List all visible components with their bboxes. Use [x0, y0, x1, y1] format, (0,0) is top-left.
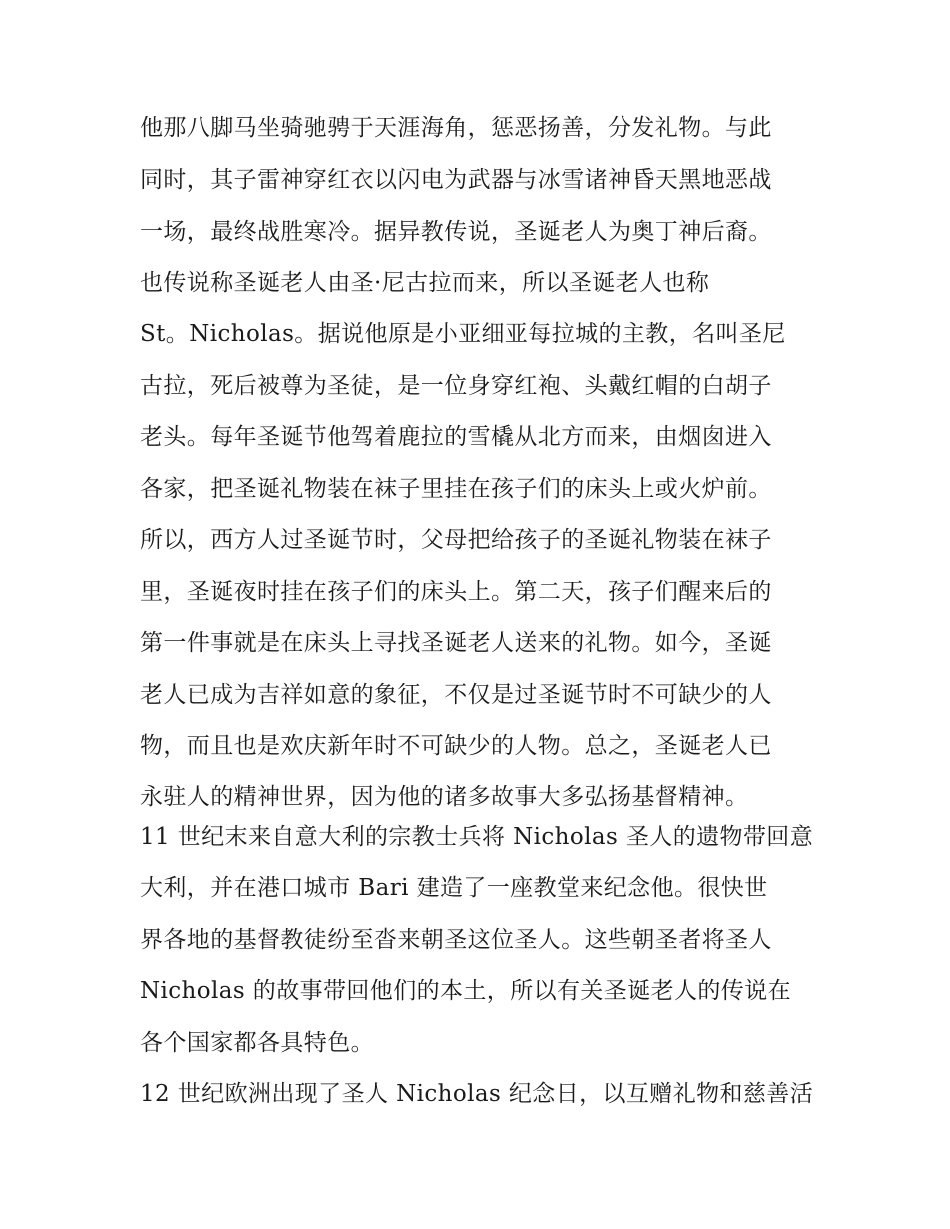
text-line: 也传说称圣诞老人由圣·尼古拉而来，所以圣诞老人也称 — [140, 270, 710, 296]
text-line: 永驻人的精神世界，因为他的诸多故事大多弘扬基督精神。 — [140, 784, 749, 810]
text-line: 一场，最终战胜寒冷。据异教传说，圣诞老人为奥丁神后裔。 — [140, 219, 772, 245]
text-line: 古拉，死后被尊为圣徒，是一位身穿红袍、头戴红帽的白胡子 — [140, 373, 772, 399]
text-line: 老人已成为吉祥如意的象征，不仅是过圣诞节时不可缺少的人 — [140, 682, 772, 708]
text-line: 他那八脚马坐骑驰骋于天涯海角，惩恶扬善，分发礼物。与此 — [140, 115, 772, 141]
text-line: 11 世纪末来自意大利的宗教士兵将 Nicholas 圣人的遗物带回意 — [140, 824, 814, 850]
text-line: 物，而且也是欢庆新年时不可缺少的人物。总之，圣诞老人已 — [140, 733, 772, 759]
text-line: 里，圣诞夜时挂在孩子们的床头上。第二天，孩子们醒来后的 — [140, 579, 772, 605]
text-line: 界各地的基督教徒纷至沓来朝圣这位圣人。这些朝圣者将圣人 — [140, 927, 772, 953]
text-line: 老头。每年圣诞节他驾着鹿拉的雪橇从北方而来，由烟囱进入 — [140, 424, 772, 450]
text-line: St。Nicholas。据说他原是小亚细亚每拉城的主教，名叫圣尼 — [140, 321, 786, 347]
text-line: 12 世纪欧洲出现了圣人 Nicholas 纪念日，以互赠礼物和慈善活 — [140, 1081, 814, 1107]
text-line: 大利，并在港口城市 Bari 建造了一座教堂来纪念他。很快世 — [140, 875, 768, 901]
text-line: 所以，西方人过圣诞节时，父母把给孩子的圣诞礼物装在袜子 — [140, 527, 772, 553]
text-line: 同时，其子雷神穿红衣以闪电为武器与冰雪诸神昏天黑地恶战 — [140, 167, 772, 193]
text-line: 第一件事就是在床头上寻找圣诞老人送来的礼物。如今，圣诞 — [140, 630, 772, 656]
text-line: 各家，把圣诞礼物装在袜子里挂在孩子们的床头上或火炉前。 — [140, 476, 772, 502]
text-line: 各个国家都各具特色。 — [140, 1030, 374, 1056]
text-line: Nicholas 的故事带回他们的本土，所以有关圣诞老人的传说在 — [140, 978, 792, 1004]
